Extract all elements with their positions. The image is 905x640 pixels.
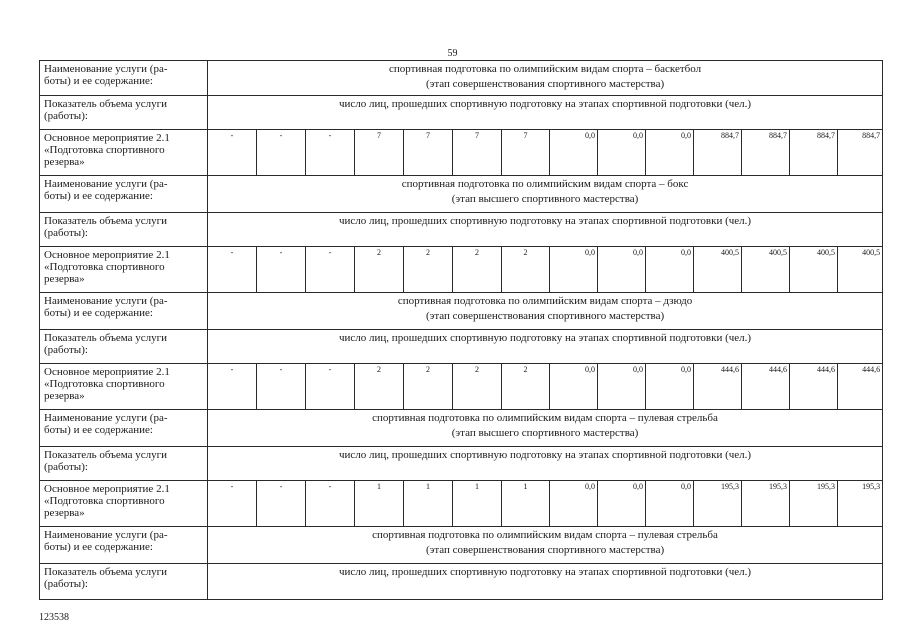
value-cell: 0,0 [550, 481, 598, 527]
main-event-label-line: Основное мероприятие 2.1 [44, 132, 170, 144]
value-cell: - [257, 481, 306, 527]
value-cell: - [257, 130, 306, 176]
value-cell: 444,6 [838, 364, 883, 410]
value-cell: - [257, 364, 306, 410]
value-cell: 0,0 [550, 364, 598, 410]
service-name-label-line: Наименование услуги (ра- [44, 295, 168, 307]
value-cell: 7 [355, 130, 404, 176]
service-description-line: спортивная подготовка по олимпийским видам спорта – бокс [401, 178, 689, 190]
value-cell: 444,6 [742, 364, 790, 410]
value-cell: 0,0 [598, 481, 646, 527]
service-name-label-line: Наименование услуги (ра- [44, 412, 168, 424]
service-name-label-line: Наименование услуги (ра- [44, 529, 168, 541]
value-cell: 884,7 [838, 130, 883, 176]
service-description-line: спортивная подготовка по олимпийским видам спорта – дзюдо [397, 295, 693, 307]
value-cell: 0,0 [646, 247, 694, 293]
value-cell: - [306, 130, 355, 176]
service-name-row [40, 293, 883, 330]
value-cell: 0,0 [646, 130, 694, 176]
value-cell: - [208, 481, 257, 527]
main-event-label [40, 130, 208, 176]
volume-indicator-row [40, 213, 883, 247]
volume-indicator-label-line: Показатель объема услуги [44, 215, 168, 227]
service-name-row [40, 410, 883, 447]
value-cell: 1 [502, 481, 550, 527]
volume-indicator-text: число лиц, прошедших спортивную подготовку на этапах спортивной подготовки (чел.) [208, 564, 883, 600]
value-cell: 884,7 [694, 130, 742, 176]
value-cell: 2 [453, 364, 502, 410]
service-description-line: (этап совершенствования спортивного мастерства) [425, 310, 665, 322]
value-cell: 0,0 [550, 247, 598, 293]
volume-indicator-row [40, 564, 883, 600]
services-table [39, 60, 883, 600]
main-event-label-line: резерва» [44, 390, 85, 402]
service-name-label-line: боты) и ее содержание: [44, 190, 153, 202]
service-description-line: (этап совершенствования спортивного мастерства) [425, 544, 665, 556]
volume-indicator-label [40, 330, 208, 364]
value-cell: 2 [404, 247, 453, 293]
service-description-line: (этап высшего спортивного мастерства) [451, 193, 639, 205]
value-cell: 195,3 [838, 481, 883, 527]
main-event-label-line: резерва» [44, 273, 85, 285]
value-cell: 1 [453, 481, 502, 527]
main-event-label-line: резерва» [44, 156, 85, 168]
service-name-row [40, 176, 883, 213]
service-name-label-line: боты) и ее содержание: [44, 541, 153, 553]
main-event-label-line: «Подготовка спортивного [44, 144, 165, 156]
value-cell: 2 [355, 247, 404, 293]
value-cell: - [306, 481, 355, 527]
volume-indicator-label [40, 564, 208, 600]
value-cell: 400,5 [790, 247, 838, 293]
service-description-line: спортивная подготовка по олимпийским видам спорта – пулевая стрельба [372, 412, 718, 424]
value-cell: 2 [404, 364, 453, 410]
main-event-label [40, 481, 208, 527]
service-description [208, 61, 883, 96]
main-event-row [40, 130, 883, 176]
value-cell: 7 [453, 130, 502, 176]
volume-indicator-label-line: Показатель объема услуги [44, 566, 168, 578]
main-event-row [40, 481, 883, 527]
main-event-label-line: «Подготовка спортивного [44, 378, 165, 390]
main-event-label [40, 247, 208, 293]
value-cell: 400,5 [742, 247, 790, 293]
service-description [208, 176, 883, 213]
service-name-label-line: боты) и ее содержание: [44, 75, 153, 87]
value-cell: 884,7 [742, 130, 790, 176]
service-name-label-line: боты) и ее содержание: [44, 307, 153, 319]
value-cell: 7 [404, 130, 453, 176]
page-number: 59 [447, 48, 458, 59]
value-cell: 2 [502, 247, 550, 293]
service-name-row [40, 527, 883, 564]
value-cell: 0,0 [550, 130, 598, 176]
value-cell: 400,5 [838, 247, 883, 293]
value-cell: 0,0 [598, 130, 646, 176]
value-cell: - [306, 247, 355, 293]
volume-indicator-text: число лиц, прошедших спортивную подготовку на этапах спортивной подготовки (чел.) [208, 447, 883, 481]
volume-indicator-label-line: Показатель объема услуги [44, 449, 168, 461]
main-event-label-line: Основное мероприятие 2.1 [44, 483, 170, 495]
value-cell: 444,6 [790, 364, 838, 410]
value-cell: 884,7 [790, 130, 838, 176]
value-cell: - [208, 247, 257, 293]
volume-indicator-label [40, 213, 208, 247]
volume-indicator-row [40, 96, 883, 130]
service-name-label [40, 410, 208, 447]
volume-indicator-label [40, 96, 208, 130]
service-description-line: (этап совершенствования спортивного мастерства) [425, 78, 665, 90]
value-cell: 0,0 [598, 364, 646, 410]
value-cell: 444,6 [694, 364, 742, 410]
main-event-label-line: резерва» [44, 507, 85, 519]
service-description-line: (этап высшего спортивного мастерства) [451, 427, 639, 439]
main-event-row [40, 364, 883, 410]
value-cell: 0,0 [598, 247, 646, 293]
value-cell: - [306, 364, 355, 410]
volume-indicator-label-line: (работы): [44, 578, 88, 590]
main-event-label-line: Основное мероприятие 2.1 [44, 366, 170, 378]
value-cell: 195,3 [742, 481, 790, 527]
value-cell: 400,5 [694, 247, 742, 293]
volume-indicator-text: число лиц, прошедших спортивную подготовку на этапах спортивной подготовки (чел.) [208, 96, 883, 130]
value-cell: 2 [502, 364, 550, 410]
main-event-label-line: «Подготовка спортивного [44, 261, 165, 273]
service-name-label-line: боты) и ее содержание: [44, 424, 153, 436]
volume-indicator-label [40, 447, 208, 481]
service-description [208, 527, 883, 564]
value-cell: - [208, 130, 257, 176]
value-cell: 195,3 [694, 481, 742, 527]
value-cell: 2 [453, 247, 502, 293]
volume-indicator-label-line: (работы): [44, 344, 88, 356]
value-cell: 1 [404, 481, 453, 527]
value-cell: 195,3 [790, 481, 838, 527]
value-cell: - [257, 247, 306, 293]
volume-indicator-text: число лиц, прошедших спортивную подготовку на этапах спортивной подготовки (чел.) [208, 213, 883, 247]
main-event-row [40, 247, 883, 293]
volume-indicator-row [40, 447, 883, 481]
main-event-label [40, 364, 208, 410]
value-cell: 0,0 [646, 364, 694, 410]
volume-indicator-label-line: Показатель объема услуги [44, 98, 168, 110]
service-name-label [40, 176, 208, 213]
volume-indicator-label-line: (работы): [44, 227, 88, 239]
service-name-label-line: Наименование услуги (ра- [44, 63, 168, 75]
volume-indicator-label-line: (работы): [44, 110, 88, 122]
main-event-label-line: «Подготовка спортивного [44, 495, 165, 507]
service-name-label [40, 527, 208, 564]
service-description-line: спортивная подготовка по олимпийским видам спорта – пулевая стрельба [372, 529, 718, 541]
service-name-label [40, 293, 208, 330]
volume-indicator-label-line: Показатель объема услуги [44, 332, 168, 344]
value-cell: 2 [355, 364, 404, 410]
service-description-line: спортивная подготовка по олимпийским видам спорта – баскетбол [388, 63, 702, 75]
value-cell: 1 [355, 481, 404, 527]
service-name-label [40, 61, 208, 96]
service-description [208, 410, 883, 447]
volume-indicator-text: число лиц, прошедших спортивную подготовку на этапах спортивной подготовки (чел.) [208, 330, 883, 364]
service-description [208, 293, 883, 330]
value-cell: - [208, 364, 257, 410]
main-event-label-line: Основное мероприятие 2.1 [44, 249, 170, 261]
value-cell: 7 [502, 130, 550, 176]
volume-indicator-row [40, 330, 883, 364]
value-cell: 0,0 [646, 481, 694, 527]
footer-code: 123538 [39, 612, 69, 623]
service-name-label-line: Наименование услуги (ра- [44, 178, 168, 190]
volume-indicator-label-line: (работы): [44, 461, 88, 473]
service-name-row [40, 61, 883, 96]
